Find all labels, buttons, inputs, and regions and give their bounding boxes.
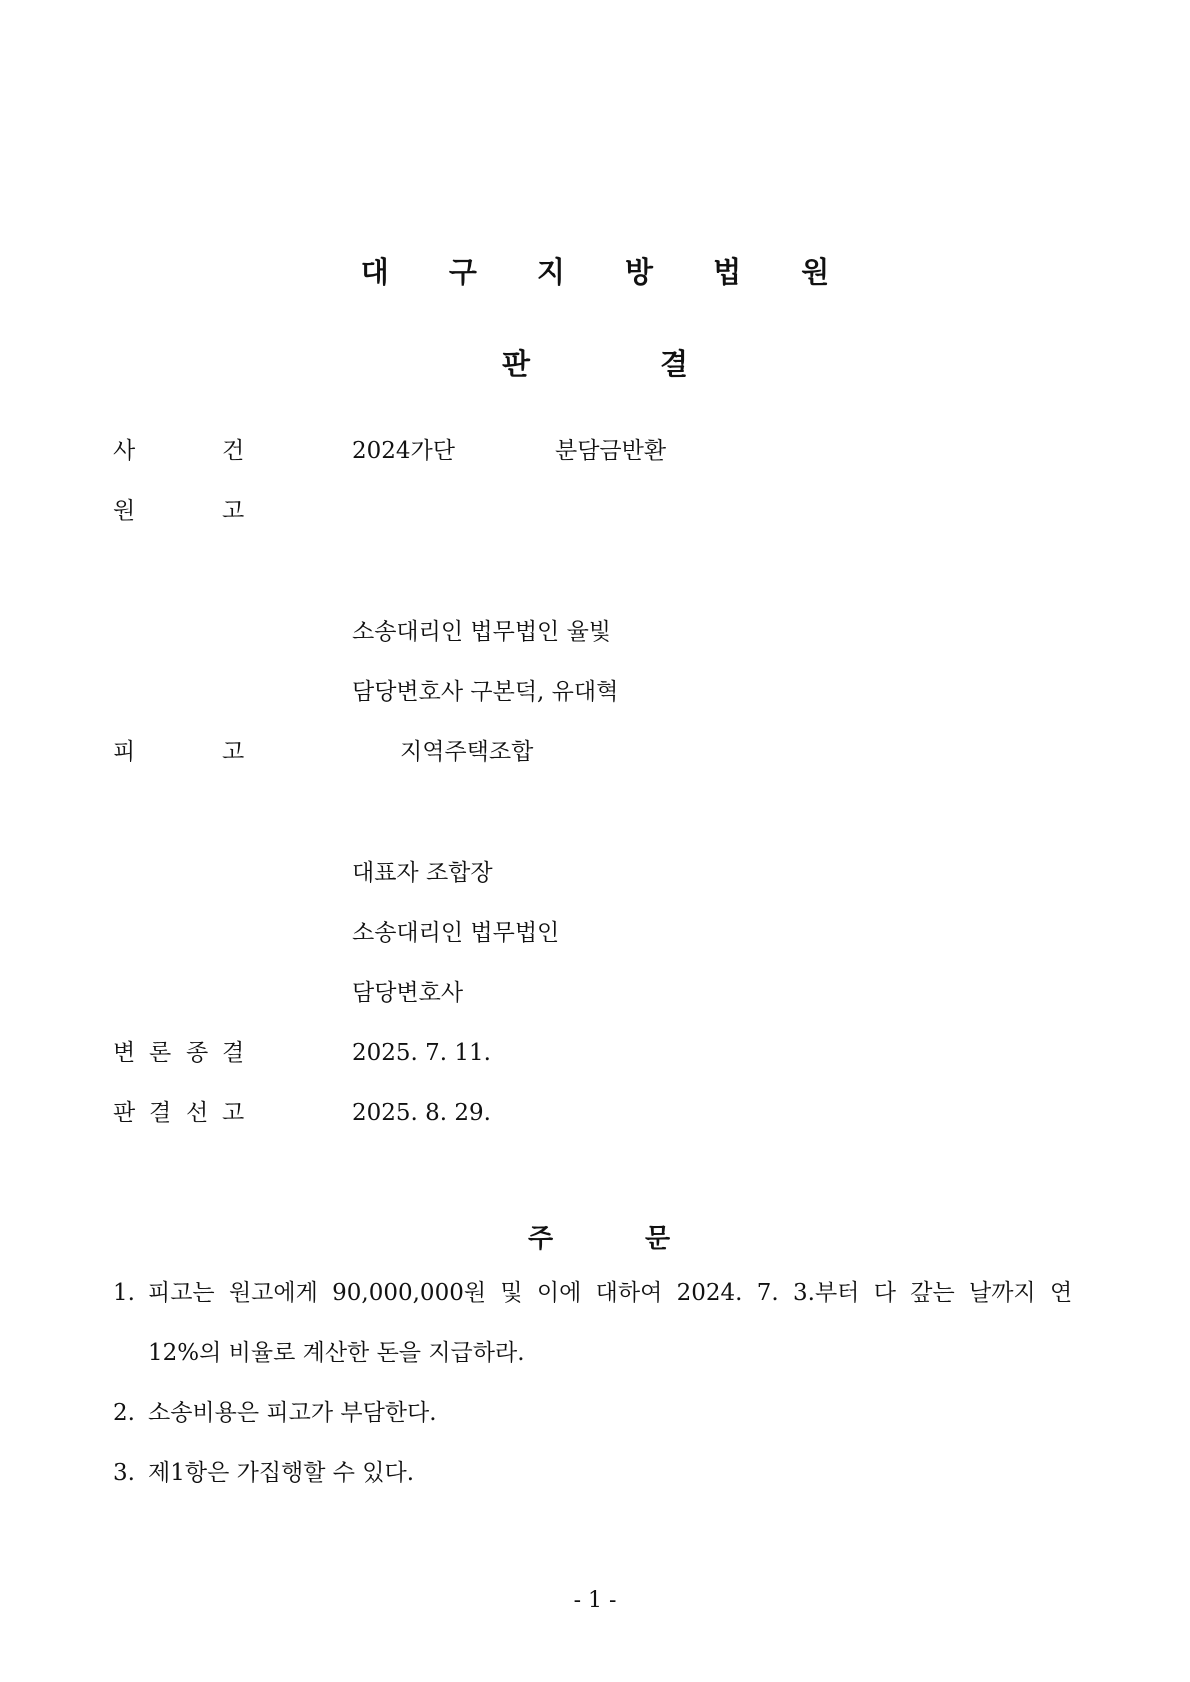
defendant-agent: 소송대리인 법무법인 [352,920,560,946]
court-name: 대 구 지 방 법 원 [360,255,855,289]
order-title-char-2: 문 [645,1224,671,1254]
plaintiff-lawyers: 담당변호사 구본덕, 유대혁 [352,679,619,705]
defendant-name: 지역주택조합 [400,739,534,765]
order-item-number: 3. [113,1460,135,1486]
case-label-char: 건 [222,438,245,464]
defendant-representative: 대표자 조합장 [352,860,493,886]
order-item-text-continued: 12%의 비율로 계산한 돈을 지급하라. [148,1340,525,1366]
closing-label-char: 결 [222,1040,245,1066]
plaintiff-label-char: 원 [113,498,136,524]
closing-label-char: 종 [186,1040,209,1066]
plaintiff-agent: 소송대리인 법무법인 율빛 [352,619,612,645]
sentencing-label-char: 선 [186,1100,209,1126]
defendant-lawyers: 담당변호사 [352,980,464,1006]
judgment-title-char-1: 판 [502,347,531,381]
closing-date: 2025. 7. 11. [352,1040,491,1066]
sentencing-date: 2025. 8. 29. [352,1100,491,1126]
page-number: - 1 - [573,1588,617,1613]
case-number: 2024가단 [352,438,455,464]
order-item-text: 소송비용은 피고가 부담한다. [148,1400,437,1426]
sentencing-label-char: 판 [113,1100,136,1126]
defendant-label-char: 고 [222,739,245,765]
case-label-char: 사 [113,438,136,464]
order-item-text: 피고는 원고에게 90,000,000원 및 이에 대하여 2024. 7. 3.부터 다 갚는 날까지 연 [148,1280,1073,1306]
order-title-char-1: 주 [528,1224,554,1254]
judgment-title-char-2: 결 [660,347,689,381]
closing-label-char: 변 [113,1040,136,1066]
defendant-label-char: 피 [113,739,136,765]
case-title: 분담금반환 [555,438,667,464]
closing-label-char: 론 [149,1040,172,1066]
sentencing-label-char: 고 [222,1100,245,1126]
order-item-number: 1. [113,1280,135,1306]
order-item-number: 2. [113,1400,135,1426]
plaintiff-label-char: 고 [222,498,245,524]
sentencing-label-char: 결 [149,1100,172,1126]
order-item-text: 제1항은 가집행할 수 있다. [148,1460,415,1486]
